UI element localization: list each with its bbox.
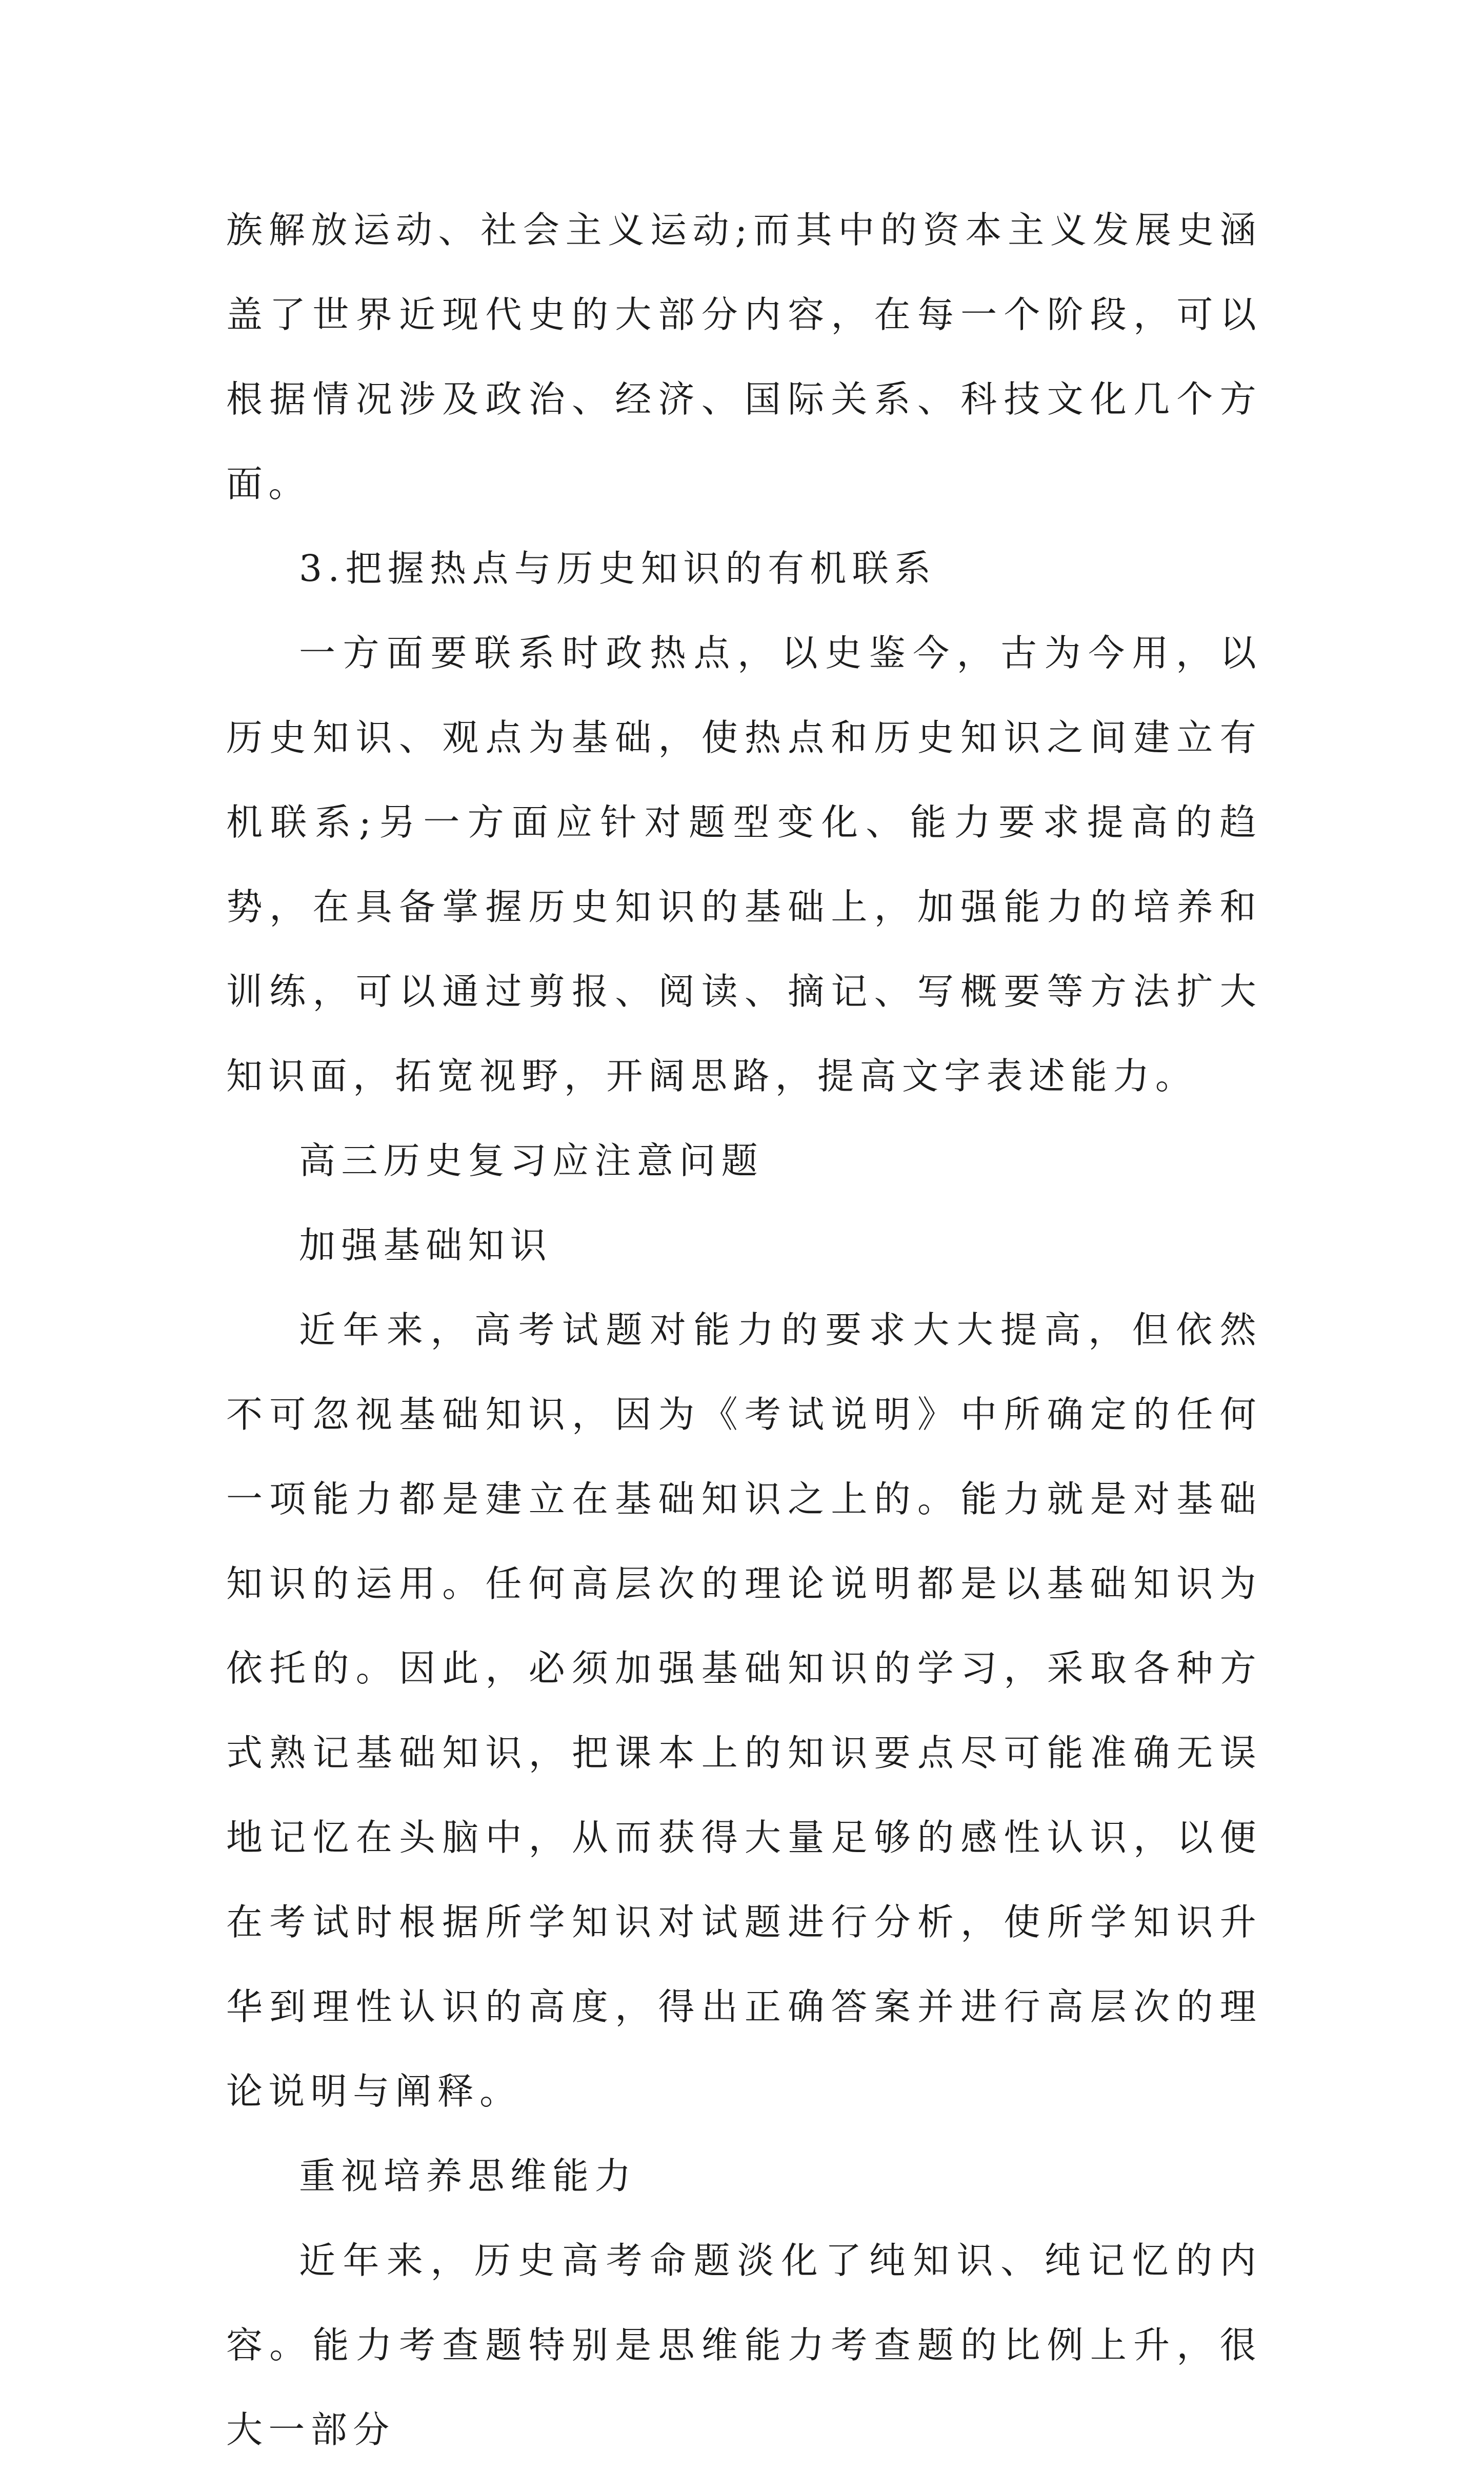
paragraph: 近年来，历史高考命题淡化了纯知识、纯记忆的内容。能力考查题特别是思维能力考查题的比例上升，很大一部分 — [226, 2239, 1262, 2451]
section-heading: 加强基础知识 — [299, 1224, 553, 1267]
paragraph: 一方面要联系时政热点，以史鉴今，古为今用，以历史知识、观点为基础，使热点和历史知识之间建立有机联系;另一方面应针对题型变化、能力要求提高的趋势，在具备掌握历史知识的基础上，加强能力的培养和训练，可以通过剪报、阅读、摘记、写概要等方法扩大知识面，拓宽视野，开阔思路，提高文字表述能力。 — [226, 632, 1262, 1097]
section-heading: 高三历史复习应注意问题 — [299, 1139, 764, 1182]
section-heading: 重视培养思维能力 — [299, 2155, 637, 2197]
body-text — [226, 188, 1262, 2472]
paragraph: 近年来，高考试题对能力的要求大大提高，但依然不可忽视基础知识，因为《考试说明》中所确定的任何一项能力都是建立在基础知识之上的。能力就是对基础知识的运用。任何高层次的理论说明都是以基础知识为依托的。因此，必须加强基础知识的学习，采取各种方式熟记基础知识，把课本上的知识要点尽可能准确无误地记忆在头脑中，从而获得大量足够的感性认识，以便在考试时根据所学知识对试题进行分析，使所学知识升华到理性认识的高度，得出正确答案并进行高层次的理论说明与阐释。 — [226, 1309, 1262, 2113]
paragraph-continuation: 族解放运动、社会主义运动;而其中的资本主义发展史涵盖了世界近现代史的大部分内容，在每一个阶段，可以根据情况涉及政治、经济、国际关系、科技文化几个方面。 — [226, 209, 1262, 505]
section-heading: 3.把握热点与历史知识的有机联系 — [299, 547, 937, 590]
